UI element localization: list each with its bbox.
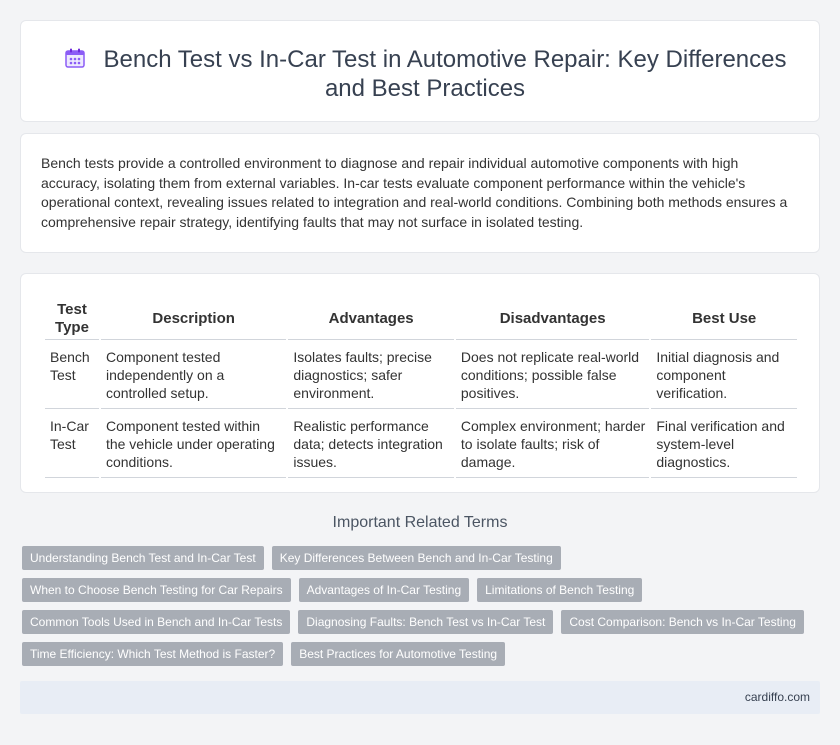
intro-paragraph: Bench tests provide a controlled environment to diagnose and repair individual automotive components with high accuracy, isolating them from external variables. In-car tests evaluate component performance within the vehicle's operational context, revealing issues related to integration and real-world conditions. Combining both methods ensures a comprehensive repair strategy, identifying faults that may not surface in isolated testing. [41, 155, 788, 230]
cell-disadvantages: Complex environment; harder to isolate faults; risk of damage. [456, 411, 649, 478]
table-header-row [45, 298, 797, 340]
page-title [61, 45, 789, 103]
related-term-tag[interactable]: Limitations of Bench Testing [477, 578, 642, 602]
title-card [20, 20, 820, 122]
header-test-type: Test Type [45, 298, 99, 340]
cell-description: Component tested within the vehicle under operating conditions. [101, 411, 286, 478]
header-disadvantages: Disadvantages [456, 298, 649, 340]
cell-advantages: Isolates faults; precise diagnostics; safer environment. [288, 342, 454, 409]
comparison-table-card [20, 273, 820, 493]
header-best-use: Best Use [651, 298, 797, 340]
related-term-tag[interactable]: Time Efficiency: Which Test Method is Faster? [22, 642, 283, 666]
cell-disadvantages: Does not replicate real-world conditions; possible false positives. [456, 342, 649, 409]
related-term-tag[interactable]: When to Choose Bench Testing for Car Repairs [22, 578, 291, 602]
header-advantages: Advantages [288, 298, 454, 340]
comparison-table [43, 296, 799, 480]
cell-test-type: In-Car Test [45, 411, 99, 478]
cell-advantages: Realistic performance data; detects integration issues. [288, 411, 454, 478]
related-term-tag[interactable]: Common Tools Used in Bench and In-Car Tests [22, 610, 290, 634]
related-term-tag[interactable]: Diagnosing Faults: Bench Test vs In-Car Test [298, 610, 553, 634]
related-term-tag[interactable]: Key Differences Between Bench and In-Car Testing [272, 546, 561, 570]
related-term-tag[interactable]: Understanding Bench Test and In-Car Test [22, 546, 264, 570]
cell-best-use: Final verification and system-level diagnostics. [651, 411, 797, 478]
tag-row [22, 546, 812, 570]
related-term-tag[interactable]: Advantages of In-Car Testing [299, 578, 470, 602]
page-title-text: Bench Test vs In-Car Test in Automotive Repair: Key Differences and Best Practices [103, 46, 787, 102]
related-terms-list [22, 546, 812, 674]
header-description: Description [101, 298, 286, 340]
related-term-tag[interactable]: Best Practices for Automotive Testing [291, 642, 505, 666]
table-row [45, 411, 797, 478]
related-term-tag[interactable]: Cost Comparison: Bench vs In-Car Testing [561, 610, 804, 634]
calendar-icon [64, 47, 86, 69]
tag-row [22, 642, 812, 666]
tag-row [22, 610, 812, 634]
tag-row [22, 578, 812, 602]
related-terms-heading: Important Related Terms [332, 514, 508, 531]
footer [20, 681, 820, 714]
cell-test-type: Bench Test [45, 342, 99, 409]
table-row [45, 342, 797, 409]
cell-description: Component tested independently on a controlled setup. [101, 342, 286, 409]
cell-best-use: Initial diagnosis and component verification. [651, 342, 797, 409]
footer-site-link[interactable]: cardiffo.com [744, 690, 810, 704]
intro-card [20, 133, 820, 253]
